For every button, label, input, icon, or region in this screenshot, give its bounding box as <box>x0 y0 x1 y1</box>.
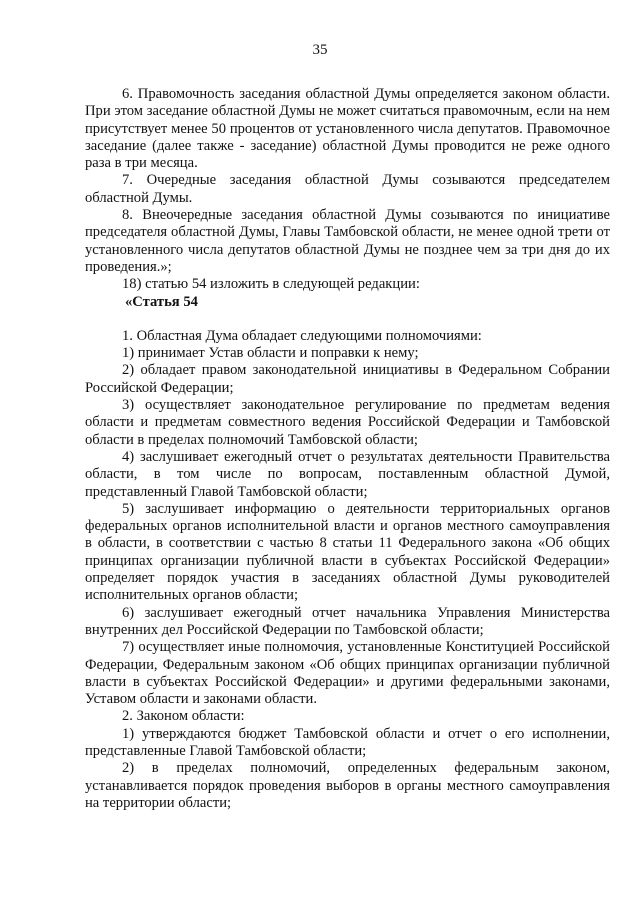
paragraph-power-5: 5) заслушивает информацию о деятельности территориальных органов федеральных органов исполнительной власти и органов местного самоуправления в области, в соответствии с частью 8 статьи 11 Федерального закона «Об общих принципах организации публичной власти в субъектах Российской Федерации» определяет порядок участия в заседаниях областной Думы руководителей исполнительных органов области; <box>85 500 610 604</box>
paragraph-extraordinary-sessions: 8. Внеочередные заседания областной Думы созываются по инициативе председателя областной Думы, Главы Тамбовской области, не менее одной трети от установленного числа депутатов областной Думы не позднее чем за три дня до их проведения.»; <box>85 207 610 275</box>
paragraph-law-1: 1) утверждаются бюджет Тамбовской области и отчет о его исполнении, представленные Главой Тамбовской области; <box>85 725 610 759</box>
paragraph-amendment-18: 18) статью 54 изложить в следующей редакции: <box>122 276 420 293</box>
paragraph-power-3: 3) осуществляет законодательное регулирование по предметам ведения области и предметам совместного ведения Российской Федерации и Тамбовской области в пределах полномочий Тамбовской области; <box>85 397 610 448</box>
page-number: 35 <box>312 42 328 58</box>
paragraph-quorum: 6. Правомочность заседания областной Думы определяется законом области. При этом заседание областной Думы не может считаться правомочным, если на нем присутствует менее 50 процентов от установленного числа депутатов. Правомочное заседание (далее также - заседание) областной Думы проводится не реже одного раза в три месяца. <box>85 86 610 172</box>
blank-line <box>85 311 610 328</box>
paragraph-power-4: 4) заслушивает ежегодный отчет о результатах деятельности Правительства области, в том числе по вопросам, поставленным областной Думой, представленный Главой Тамбовской области; <box>85 448 610 500</box>
paragraph-power-6: 6) заслушивает ежегодный отчет начальника Управления Министерства внутренних дел Российской Федерации по Тамбовской области; <box>85 604 610 638</box>
paragraph-power-7: 7) осуществляет иные полномочия, установленные Конституцией Российской Федерации, Федеральным законом «Об общих принципах организации публичной власти в субъектах Российской Федерации» и другими федеральными законами, Уставом области и законами области. <box>85 639 610 708</box>
article-heading: «Статья 54 <box>125 293 198 310</box>
paragraph-powers-intro: 1. Областная Дума обладает следующими полномочиями: <box>122 327 482 344</box>
paragraph-law-2: 2) в пределах полномочий, определенных федеральным законом, устанавливается порядок проведения выборов в органы местного самоуправления на территории области; <box>85 760 610 811</box>
paragraph-power-2: 2) обладает правом законодательной инициативы в Федеральном Собрании Российской Федерации; <box>85 362 610 396</box>
paragraph-law-intro: 2. Законом области: <box>122 708 245 725</box>
paragraph-regular-sessions: 7. Очередные заседания областной Думы созываются председателем областной Думы. <box>85 172 610 206</box>
document-body <box>85 86 610 812</box>
paragraph-power-1: 1) принимает Устав области и поправки к нему; <box>122 345 419 362</box>
